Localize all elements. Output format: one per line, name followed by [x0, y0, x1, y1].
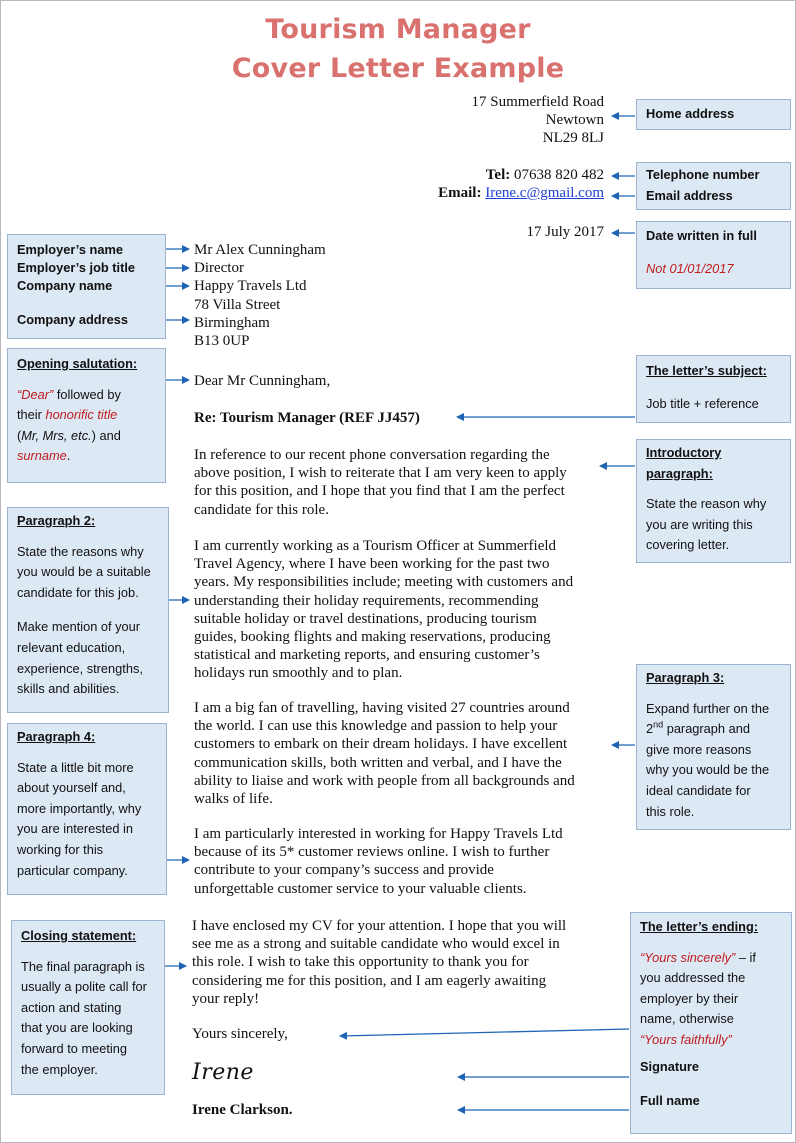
annotation-paragraph-2: Paragraph 2: State the reasons why you would be a suitable candidate for this job. Make mention of your relevant education, experience, strengths, skills and abilities. — [7, 507, 169, 713]
sender-town: Newtown — [545, 112, 604, 129]
recipient-city: Birmingham — [194, 314, 270, 331]
annotation-signature: Signature — [640, 1058, 700, 1074]
sender-postcode: NL29 8LJ — [542, 130, 604, 147]
paragraph-2: I am currently working as a Tourism Officer at Summerfield Travel Agency, where I have been working for the past two years. My responsibilities include; meeting with customers and understanding their holiday requirements, recommending suitable holiday or travel destinations, producing tourism guides, booking flights and making reservations, producing statistical and marketing reports, and ensuring customer’s holidays run smoothly and to plan. — [194, 538, 574, 682]
recipient-street: 78 Villa Street — [194, 296, 281, 313]
sender-telephone: Tel: 07638 820 482 — [485, 167, 604, 183]
annotation-subject: The letter’s subject: Job title + reference — [636, 355, 791, 423]
sender-email: Email: Irene.c@gmail.com — [438, 185, 604, 202]
annotation-date: Date written in full Not 01/01/2017 — [636, 221, 791, 289]
date-note: Not 01/01/2017 — [646, 260, 734, 276]
paragraph-5: I have enclosed my CV for your attention. I hope that you will see me as a strong and suitable candidate who would excel in this role. I wish to take this opportunity to thank you for considering me for this position, and I am eagerly awaiting your reply! — [192, 918, 567, 1007]
email-link[interactable]: Irene.c@gmail.com — [485, 185, 604, 202]
full-name: Irene Clarkson. — [192, 1102, 293, 1118]
recipient-title: Director — [194, 260, 244, 277]
annotation-paragraph-4: Paragraph 4: State a little bit more about yourself and, more importantly, why you are interested in working for this particular company. — [7, 723, 167, 895]
annotation-ending: The letter’s ending: “Yours sincerely” – if you addressed the employer by their name, otherwise “Yours faithfully” Signature Full name — [630, 912, 792, 1134]
annotation-opening: Opening salutation: “Dear” followed by their honorific title (Mr, Mrs, etc.) and surname. — [7, 348, 166, 483]
annotation-closing-statement: Closing statement: The final paragraph is usually a polite call for action and stating that you are looking forward to meeting the employer. — [11, 920, 165, 1095]
signature: Irene — [192, 1060, 254, 1085]
annotation-full-name: Full name — [640, 1093, 700, 1109]
annotation-intro: Introductory paragraph: State the reason why you are writing this covering letter. — [636, 439, 791, 563]
paragraph-4: I am particularly interested in working for Happy Travels Ltd because of its 5* customer reviews online. I wish to further contribute to your company’s success and provide unforgettable customer service to your valuable clients. — [194, 826, 563, 897]
arrow-ending — [340, 1029, 629, 1036]
sender-street: 17 Summerfield Road — [471, 94, 604, 110]
recipient-company: Happy Travels Ltd — [194, 278, 307, 295]
annotation-telephone: Telephone number — [646, 167, 760, 182]
recipient-name: Mr Alex Cunningham — [194, 242, 326, 258]
annotation-paragraph-3: Paragraph 3: Expand further on the 2nd paragraph and give more reasons why you would be the ideal candidate for this role. — [636, 664, 791, 830]
subject-line: Re: Tourism Manager (REF JJ457) — [194, 410, 420, 426]
salutation: Dear Mr Cunningham, — [194, 373, 331, 389]
annotation-home-address: Home address — [636, 99, 791, 130]
letter-date: 17 July 2017 — [526, 224, 604, 240]
title-line-1: Tourism Manager — [265, 14, 531, 45]
annotation-email: Email address — [646, 187, 733, 203]
recipient-postcode: B13 0UP — [194, 333, 250, 350]
closing-phrase: Yours sincerely, — [192, 1026, 288, 1042]
title-line-2: Cover Letter Example — [231, 53, 565, 84]
paragraph-3: I am a big fan of travelling, having visited 27 countries around the world. I can use this knowledge and passion to help your customers to embark on their dream holidays. I have excellent communication skills, both written and verbal, and I have the ability to liaise and work with people from all backgrounds and walks of life. — [194, 700, 575, 808]
annotation-employer: Employer’s name Employer’s job title Company name Company address — [7, 234, 166, 339]
paragraph-1: In reference to our recent phone conversation regarding the above position, I wish to reiterate that I am very keen to apply for this position, and I hope that you find that I am the perfect candidate for this role. — [194, 447, 567, 518]
